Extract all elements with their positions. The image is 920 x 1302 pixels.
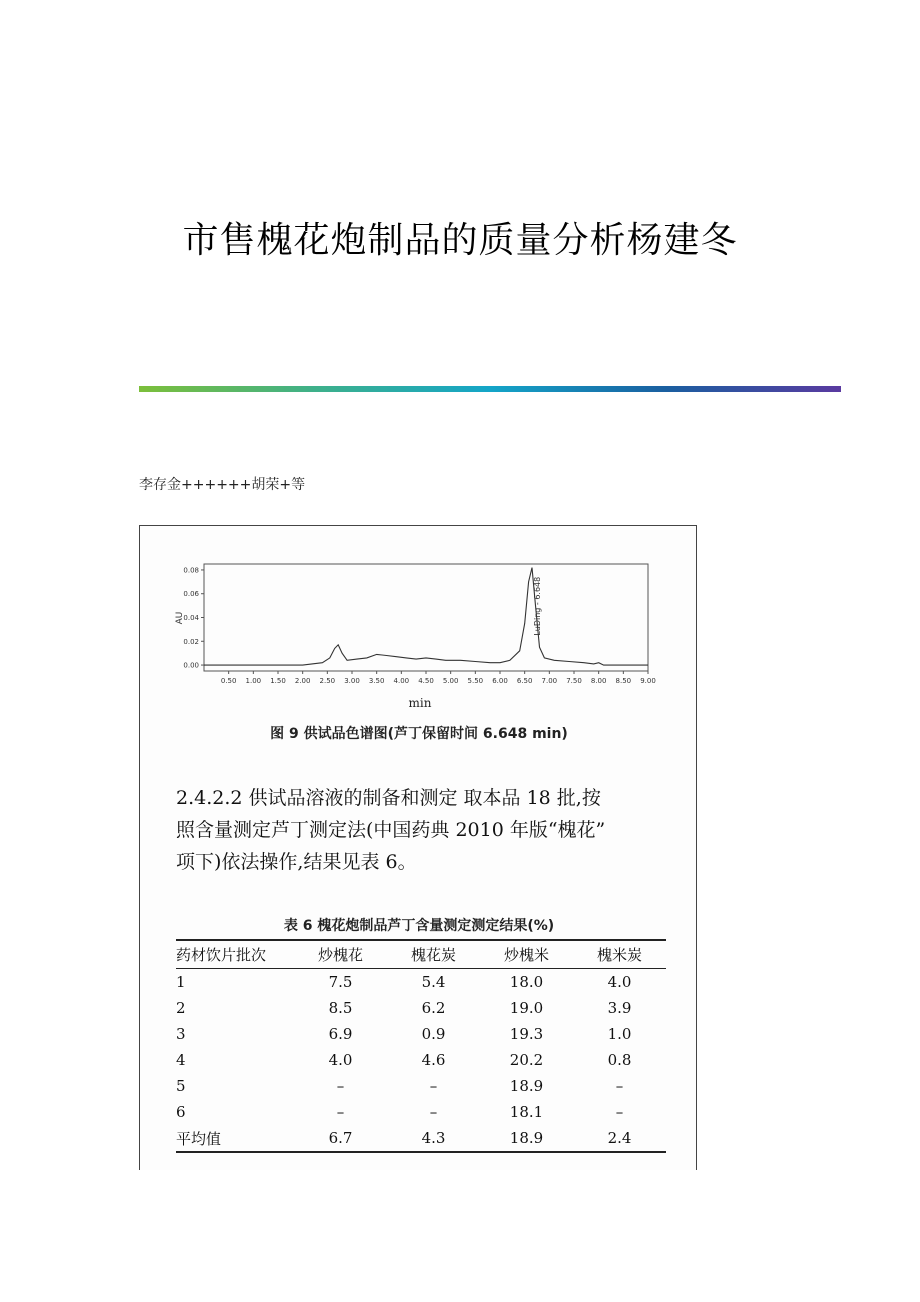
y-tick-label: 0.08 bbox=[183, 566, 199, 575]
x-tick-label: 6.50 bbox=[516, 677, 533, 685]
header-batch: 药材饮片批次 bbox=[176, 940, 294, 969]
table-cell: 4 bbox=[176, 1051, 186, 1069]
table-cell: – bbox=[429, 1077, 438, 1095]
table-cell: 6 bbox=[176, 1103, 186, 1121]
table-cell: 4.0 bbox=[328, 1051, 353, 1069]
table-cell: 18.0 bbox=[509, 973, 544, 991]
header-charred-flower: 槐花炭 bbox=[387, 940, 480, 969]
x-tick-label: 3.50 bbox=[368, 677, 385, 685]
table-cell: 5.4 bbox=[421, 973, 446, 991]
table-cell: 4.6 bbox=[421, 1051, 446, 1069]
x-tick-label: 7.00 bbox=[541, 677, 558, 685]
table-cell: – bbox=[615, 1077, 624, 1095]
x-tick-label: 5.50 bbox=[467, 677, 484, 685]
table-cell: – bbox=[336, 1077, 345, 1095]
header-charred-bud: 槐米炭 bbox=[573, 940, 666, 969]
header-stir-fried-bud: 炒槐米 bbox=[480, 940, 573, 969]
author-line: 李存金++++++胡荣+等 bbox=[139, 477, 306, 493]
table-cell: 1 bbox=[176, 973, 186, 991]
table-row bbox=[176, 995, 666, 1021]
table-cell: 2.4 bbox=[607, 1129, 632, 1147]
table-row bbox=[176, 1047, 666, 1073]
x-tick-label: 4.00 bbox=[393, 677, 410, 685]
x-tick-label: 1.50 bbox=[270, 677, 286, 685]
table-row bbox=[176, 1125, 666, 1152]
x-tick-label: 6.00 bbox=[492, 677, 508, 685]
header-stir-fried-flower: 炒槐花 bbox=[294, 940, 387, 969]
x-tick-label: 7.50 bbox=[566, 677, 582, 685]
table-cell: 18.9 bbox=[509, 1129, 544, 1147]
table-cell: 7.5 bbox=[328, 973, 353, 991]
x-tick-label: 9.00 bbox=[640, 677, 656, 685]
table-cell: 6.7 bbox=[328, 1129, 353, 1147]
x-tick-label: 2.50 bbox=[319, 677, 336, 685]
y-tick-label: 0.06 bbox=[183, 590, 199, 599]
table-cell: 6.9 bbox=[328, 1025, 353, 1043]
table-row bbox=[176, 1099, 666, 1125]
rutin-content-table bbox=[176, 939, 666, 1153]
table-row bbox=[176, 969, 666, 996]
y-tick-label: 0.00 bbox=[183, 661, 199, 670]
table-cell: – bbox=[336, 1103, 345, 1121]
table-row bbox=[176, 1073, 666, 1099]
figure-caption: 图 9 供试品色谱图(芦丁保留时间 6.648 min) bbox=[270, 726, 568, 742]
table-cell: 6.2 bbox=[421, 999, 446, 1017]
table-cell: 3.9 bbox=[607, 999, 632, 1017]
x-tick-label: 0.50 bbox=[220, 677, 237, 685]
table-cell: 18.1 bbox=[509, 1103, 544, 1121]
paragraph-line-3: 项下)依法操作,结果见表 6。 bbox=[176, 851, 417, 873]
method-paragraph bbox=[176, 782, 676, 878]
document-title: 市售槐花炮制品的质量分析杨建冬 bbox=[182, 220, 738, 261]
peak-annotation: LuDing - 6.648 bbox=[532, 576, 542, 636]
x-tick-label: 4.50 bbox=[418, 677, 434, 685]
table-cell: 平均值 bbox=[176, 1129, 222, 1148]
plot-frame bbox=[204, 564, 648, 671]
table-cell: 19.3 bbox=[509, 1025, 544, 1043]
table-cell: 3 bbox=[176, 1025, 186, 1043]
x-axis-label: min bbox=[408, 696, 432, 710]
scanned-page-excerpt bbox=[139, 525, 697, 1170]
x-tick-label: 2.00 bbox=[294, 677, 311, 685]
x-tick-label: 5.00 bbox=[442, 677, 459, 685]
paragraph-line-1: 2.4.2.2 供试品溶液的制备和测定 取本品 18 批,按 bbox=[176, 787, 601, 809]
y-axis-label: AU bbox=[175, 611, 185, 625]
table-caption: 表 6 槐花炮制品芦丁含量测定测定结果(%) bbox=[283, 918, 555, 934]
x-tick-label: 8.00 bbox=[590, 677, 607, 685]
y-tick-label: 0.04 bbox=[183, 614, 199, 622]
table-cell: 18.9 bbox=[509, 1077, 544, 1095]
table-cell: 20.2 bbox=[509, 1051, 544, 1069]
chromatogram-chart bbox=[140, 526, 698, 721]
table-cell: 4.3 bbox=[421, 1129, 446, 1147]
y-tick-label: 0.02 bbox=[183, 637, 199, 646]
table-cell: 0.8 bbox=[607, 1051, 632, 1069]
table-cell: – bbox=[615, 1103, 624, 1121]
x-tick-label: 1.00 bbox=[245, 677, 262, 685]
table-cell: 19.0 bbox=[509, 999, 544, 1017]
table-cell: 8.5 bbox=[328, 999, 353, 1017]
title-divider bbox=[139, 386, 841, 392]
table-cell: 5 bbox=[176, 1077, 186, 1095]
table-cell: 4.0 bbox=[607, 973, 632, 991]
table-cell: 1.0 bbox=[607, 1025, 632, 1043]
table-header-row bbox=[176, 940, 666, 969]
chromatogram-line bbox=[204, 568, 648, 666]
paragraph-line-2: 照含量测定芦丁测定法(中国药典 2010 年版“槐花” bbox=[176, 819, 606, 841]
table-row bbox=[176, 1021, 666, 1047]
table-cell: 2 bbox=[176, 999, 186, 1017]
table-cell: 0.9 bbox=[421, 1025, 446, 1043]
x-tick-label: 3.00 bbox=[344, 677, 360, 685]
table-cell: – bbox=[429, 1103, 438, 1121]
x-tick-label: 8.50 bbox=[615, 677, 632, 685]
